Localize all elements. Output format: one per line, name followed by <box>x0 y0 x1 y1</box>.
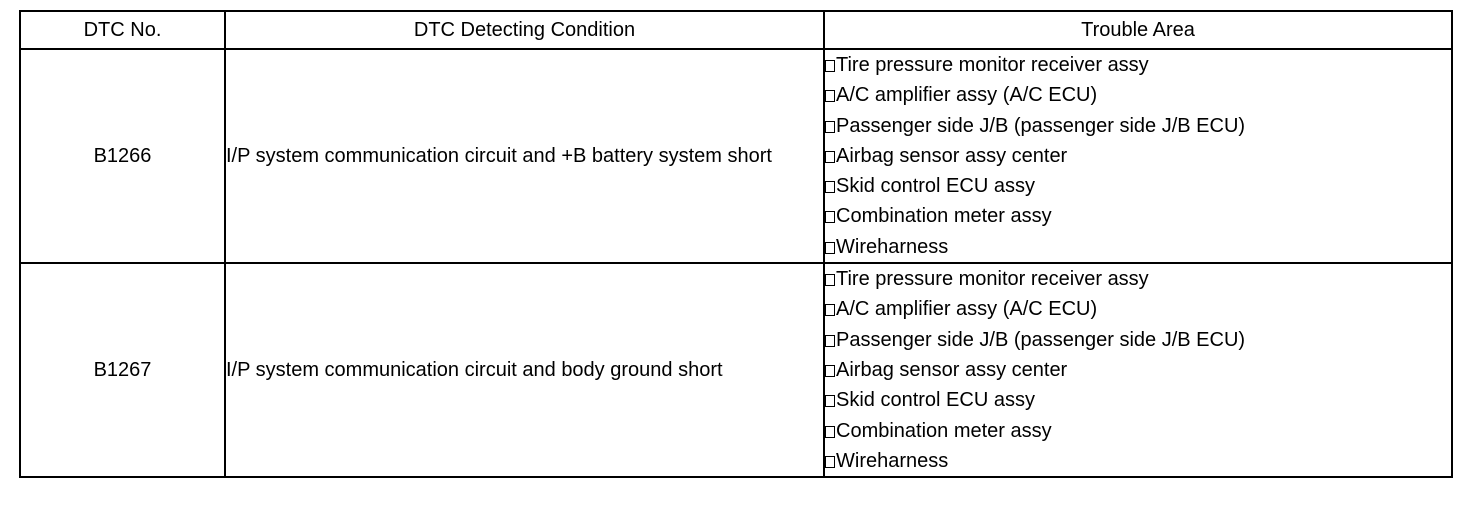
table-row <box>20 49 1452 263</box>
detecting-condition: I/P system communication circuit and body ground short <box>225 263 824 477</box>
checkbox-icon <box>825 395 835 407</box>
header-row <box>20 11 1452 49</box>
list-item <box>825 264 1451 294</box>
checkbox-icon <box>825 335 835 347</box>
trouble-area-item: Passenger side J/B (passenger side J/B ECU) <box>836 328 1246 351</box>
list-item <box>825 111 1451 141</box>
checkbox-icon <box>825 242 835 254</box>
trouble-area-item: Skid control ECU assy <box>836 175 1035 198</box>
trouble-area-item: Passenger side J/B (passenger side J/B ECU) <box>836 114 1246 137</box>
list-item <box>825 141 1451 171</box>
list-item <box>825 355 1451 385</box>
dtc-code: B1266 <box>20 49 225 263</box>
trouble-area-item: Airbag sensor assy center <box>836 144 1068 167</box>
dtc-code: B1267 <box>20 263 225 477</box>
checkbox-icon <box>825 181 835 193</box>
trouble-area-item: Airbag sensor assy center <box>836 358 1068 381</box>
header-trouble-area: Trouble Area <box>824 11 1452 49</box>
checkbox-icon <box>825 211 835 223</box>
trouble-area-item: Wireharness <box>836 449 949 472</box>
list-item <box>825 80 1451 110</box>
checkbox-icon <box>825 90 835 102</box>
list-item <box>825 232 1451 262</box>
checkbox-icon <box>825 121 835 133</box>
checkbox-icon <box>825 304 835 316</box>
trouble-area-cell <box>824 49 1452 263</box>
list-item <box>825 171 1451 201</box>
checkbox-icon <box>825 151 835 163</box>
header-dtc-no: DTC No. <box>20 11 225 49</box>
trouble-area-list <box>825 264 1451 476</box>
checkbox-icon <box>825 456 835 468</box>
dtc-table <box>19 10 1453 478</box>
list-item <box>825 446 1451 476</box>
trouble-area-list <box>825 50 1451 262</box>
list-item <box>825 294 1451 324</box>
trouble-area-item: Combination meter assy <box>836 419 1052 442</box>
checkbox-icon <box>825 426 835 438</box>
list-item <box>825 201 1451 231</box>
checkbox-icon <box>825 60 835 72</box>
detecting-condition: I/P system communication circuit and +B battery system short <box>225 49 824 263</box>
trouble-area-item: A/C amplifier assy (A/C ECU) <box>836 298 1098 321</box>
checkbox-icon <box>825 365 835 377</box>
list-item <box>825 416 1451 446</box>
header-detecting-condition: DTC Detecting Condition <box>225 11 824 49</box>
trouble-area-item: Combination meter assy <box>836 205 1052 228</box>
table-row <box>20 263 1452 477</box>
trouble-area-item: Skid control ECU assy <box>836 389 1035 412</box>
list-item <box>825 50 1451 80</box>
list-item <box>825 385 1451 415</box>
trouble-area-item: Tire pressure monitor receiver assy <box>836 268 1149 291</box>
list-item <box>825 325 1451 355</box>
trouble-area-item: A/C amplifier assy (A/C ECU) <box>836 84 1098 107</box>
trouble-area-item: Tire pressure monitor receiver assy <box>836 54 1149 76</box>
checkbox-icon <box>825 274 835 286</box>
trouble-area-item: Wireharness <box>836 235 949 258</box>
trouble-area-cell <box>824 263 1452 477</box>
